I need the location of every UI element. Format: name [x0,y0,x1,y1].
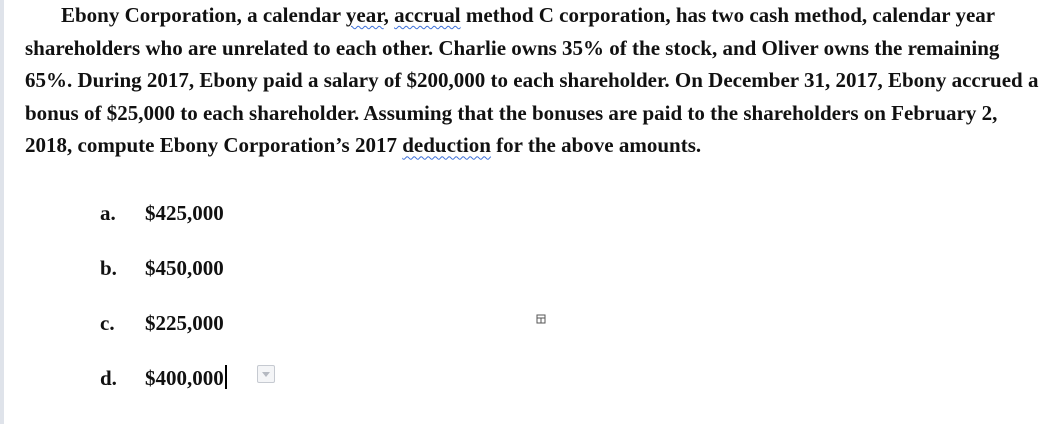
choice-letter: b. [100,256,117,280]
choice-letter: a. [100,201,116,225]
question-comma: , [383,3,395,27]
answer-choice-c[interactable] [100,308,224,338]
spellcheck-word-year[interactable]: year [345,3,384,27]
spellcheck-word-deduction[interactable]: deduction [402,133,491,158]
answer-choice-b[interactable] [100,253,224,283]
choice-amount: $400,000 [145,366,224,390]
question-text [25,0,1045,162]
spellcheck-word-accrual[interactable]: accrual [394,3,461,27]
resize-handle-icon[interactable] [536,314,546,324]
answer-choice-d[interactable] [100,363,227,393]
dropdown-toggle-button[interactable] [257,365,275,383]
chevron-down-icon [258,366,274,382]
choice-amount: $425,000 [145,201,224,225]
text-cursor [225,365,227,389]
choice-letter: c. [100,311,115,335]
choice-amount: $225,000 [145,311,224,335]
choice-amount: $450,000 [145,256,224,280]
question-part-intro: Ebony Corporation, a calendar [61,3,346,27]
answer-choice-a[interactable] [100,198,224,228]
choice-letter: d. [100,366,117,390]
left-edge-bar [0,0,4,424]
question-part-end: for the above amounts. [490,133,702,158]
question-part-body: method C corporation, has two cash method, calendar year shareholders who are unrelated to each other. Charlie owns 35% of the stock, and Oliver owns the remaining 65%. During 2017, Ebony paid a salary of $200,000 to each shareholder. On December 31, 2017, Ebony accrued a bonus of $25,000 to each shareholder. Assuming that the bonuses are paid to the shareholders on February 2, 2018, compute Ebony Corporation’s 2017 [25,3,1039,158]
